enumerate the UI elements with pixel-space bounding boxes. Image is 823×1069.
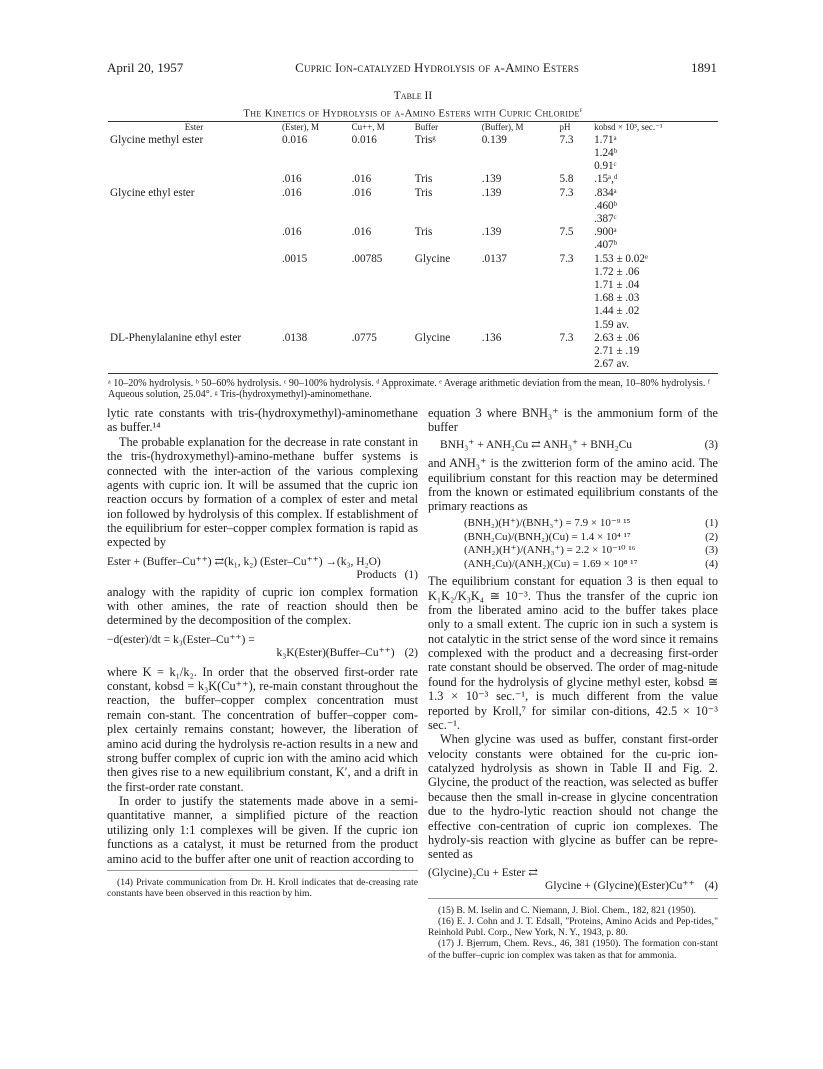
left-paragraph-3: analogy with the rapidity of cupric ion complex formation with other amines, the rate of reaction should then be determined by the decomposition of the complex.: [107, 584, 418, 628]
table-cell: [350, 160, 413, 173]
table-cell: [108, 292, 280, 305]
table-row: [108, 266, 718, 279]
table-row: [108, 345, 718, 358]
table-row: [108, 332, 718, 345]
table-cell: [413, 279, 480, 292]
footnote-14: (14) Private communication from Dr. H. Kroll indicates that de-creasing rate constants have been observed in this reaction by him.: [107, 876, 418, 900]
table-cell: [480, 160, 558, 173]
equation-3: [428, 439, 718, 452]
table-cell: [413, 358, 480, 371]
table-row: [108, 305, 718, 318]
constant-k4-text: (ANH₂Cu)/(ANH₂)(Cu) = 1.69 × 10⁸ ¹⁷: [464, 558, 638, 571]
table-row: [108, 213, 718, 226]
header-date: April 20, 1957: [107, 60, 184, 75]
table-cell: Glycine: [414, 252, 451, 265]
table-cell: [558, 239, 589, 252]
table-cell: Trisᵍ: [414, 133, 436, 146]
table-cell: [413, 160, 480, 173]
footnote-divider-right: [428, 898, 718, 899]
table-cell: Glycine ethyl ester: [110, 186, 195, 199]
equation-2: [107, 634, 418, 661]
table-cell: .407ᵇ: [594, 239, 618, 252]
table-row: [108, 292, 718, 305]
equation-1: [107, 556, 418, 583]
footnote-17: (17) J. Bjerrum, Chem. Revs., 46, 381 (1950). The formation con-stant of the buffer–cupric ion complex was taken as that for ammonia.: [428, 938, 718, 961]
constant-k1-text: (BNH₂)(H⁺)/(BNH₃⁺) = 7.9 × 10⁻⁹ ¹⁵: [464, 516, 631, 529]
table-cell: [280, 305, 350, 318]
equation-3-number: (3): [704, 438, 718, 451]
table-cell: .0138: [282, 331, 308, 344]
table-label: Table II: [393, 90, 433, 102]
table-cell: .0775: [351, 331, 377, 344]
constant-k2-text: (BNH₂Cu)/(BNH₂)(Cu) = 1.4 × 10⁴ ¹⁷: [464, 530, 631, 543]
table-cell: 7.3: [559, 331, 574, 344]
table-cell: [280, 358, 350, 371]
table-cell: [280, 266, 350, 279]
table-cell: .139: [481, 173, 502, 186]
left-column: [107, 406, 418, 900]
constant-k2: [464, 531, 718, 544]
table-cell: 7.5: [559, 226, 574, 239]
table-cell: [558, 279, 589, 292]
table-cell: [480, 292, 558, 305]
constant-k3-text: (ANH₂)(H⁺)/(ANH₃⁺) = 2.2 × 10⁻¹⁰ ¹⁶: [464, 544, 636, 557]
table-cell: .460ᵇ: [594, 199, 618, 212]
table-cell: [350, 305, 413, 318]
table-title: [108, 106, 718, 121]
table-cell: 1.71ᵃ: [594, 133, 617, 146]
table-cell: .136: [481, 331, 502, 344]
table-cell: 2.71 ± .19: [594, 345, 640, 358]
table-row: [108, 239, 718, 252]
table-cell: Tris: [414, 186, 433, 199]
table-cell: 7.3: [559, 186, 574, 199]
table-cell: [480, 358, 558, 371]
table-cell: [108, 239, 280, 252]
table-cell: .00785: [351, 252, 383, 265]
footnote-15: (15) B. M. Iselin and C. Niemann, J. Biol. Chem., 182, 821 (1950).: [438, 904, 696, 916]
table-cell: [108, 266, 280, 279]
table-cell: [558, 358, 589, 371]
table-cell: .016: [351, 226, 372, 239]
table-cell: 1.44 ± .02: [594, 305, 640, 318]
table-cell: .0015: [282, 252, 308, 265]
right-paragraph-1: equation 3 where BNH₃⁺ is the ammonium form of the buffer: [428, 406, 718, 435]
table-cell: [280, 279, 350, 292]
table-cell: 0.016: [282, 133, 308, 146]
table-cell: [108, 147, 280, 160]
table-cell: 0.016: [351, 133, 377, 146]
table-cell: [558, 292, 589, 305]
table-cell: [558, 266, 589, 279]
table-cell: 1.72 ± .06: [594, 265, 640, 278]
table-cell: [413, 319, 480, 332]
header-page-number: 1891: [691, 60, 717, 75]
constant-k3-number: (3): [705, 544, 718, 557]
table-row: [108, 134, 718, 147]
column-header: Buffer: [414, 122, 439, 133]
table-cell: 1.59 av.: [594, 318, 630, 331]
table-cell: [108, 279, 280, 292]
table-cell: [480, 345, 558, 358]
table-cell: [558, 160, 589, 173]
table-cell: [413, 213, 480, 226]
table-cell: 0.91ᶜ: [594, 160, 617, 173]
table-cell: [108, 305, 280, 318]
equation-1-line-2: Products: [356, 569, 397, 582]
equation-4-line-1: (Glycine)₂Cu + Ester ⇄: [428, 866, 538, 879]
constant-k4-number: (4): [705, 558, 718, 571]
table-cell: [108, 200, 280, 213]
table-bottom-rule: [108, 373, 718, 374]
footnote-divider: [107, 870, 418, 871]
equation-2-line-2: k₃K(Ester)(Buffer–Cu⁺⁺): [276, 647, 395, 660]
table-cell: [280, 160, 350, 173]
column-header: Cu++, M: [351, 122, 385, 133]
table-cell: [413, 305, 480, 318]
table-ii: [108, 90, 718, 401]
table-cell: [480, 147, 558, 160]
right-paragraph-3: The equilibrium constant for equation 3 is then equal to K₁K₂/K₃K₄ ≅ 10⁻³. Thus the transfer of the cupric ion from the liberated amino acid to the buffer takes place only to a small extent. The cupric ion in such a system is not catalytic in the strict sense of the word since it remains complexed with the product and a decreasing first-order rate constant should be observed. The order of mag-nitude found for the hydrolysis of glycine methyl ester, kobsd ≅ 1.3 × 10⁻³ sec.⁻¹, is much different from the value reported by Kroll,⁷ for similar con-ditions, 42.5 × 10⁻³ sec.⁻¹.: [428, 574, 718, 732]
table-cell: [350, 266, 413, 279]
table-cell: [280, 345, 350, 358]
table-row: [108, 279, 718, 292]
table-cell: .139: [481, 226, 502, 239]
table-cell: [108, 160, 280, 173]
table-cell: [108, 173, 280, 186]
column-header: (Buffer), M: [481, 122, 524, 133]
equation-2-number: (2): [404, 647, 418, 660]
table-cell: [108, 213, 280, 226]
constant-k3: [464, 544, 718, 557]
equation-4-line-2: Glycine + (Glycine)(Ester)Cu⁺⁺: [545, 880, 695, 893]
table-cell: [413, 266, 480, 279]
table-cell: [480, 239, 558, 252]
table-cell: [350, 200, 413, 213]
table-cell: [558, 200, 589, 213]
footnote-16: (16) E. J. Cohn and J. T. Edsall, "Proteins, Amino Acids and Pep-tides," Reinhold Publ. Corp., New York, N. Y., 1943, p. 80.: [428, 915, 718, 939]
equation-3-text: BNH₃⁺ + ANH₂Cu ⇄ ANH₃⁺ + BNH₂Cu: [440, 438, 632, 451]
table-cell: .0137: [481, 252, 507, 265]
page-header: [107, 60, 717, 75]
equation-1-number: (1): [404, 569, 418, 582]
column-header: kobsd × 10³, sec.⁻¹: [594, 122, 663, 133]
table-row: [108, 173, 718, 186]
table-row: [108, 253, 718, 266]
table-cell: [480, 213, 558, 226]
table-cell: [413, 200, 480, 213]
column-header: (Ester), M: [282, 122, 319, 133]
table-cell: [558, 213, 589, 226]
table-row: [108, 319, 718, 332]
table-cell: [558, 345, 589, 358]
table-cell: 7.3: [559, 133, 574, 146]
table-row: [108, 226, 718, 239]
table-cell: [413, 292, 480, 305]
right-footnotes: [428, 905, 718, 962]
table-cell: 2.63 ± .06: [594, 331, 640, 344]
table-cell: [350, 147, 413, 160]
table-title-mark: f: [579, 104, 583, 114]
equation-4: [428, 867, 718, 894]
equation-1-line-1: Ester + (Buffer–Cu⁺⁺) ⇄(k₁, k₂) (Ester–Cu⁺⁺) →(k₃, H₂O): [107, 555, 381, 568]
table-cell: Glycine: [414, 331, 451, 344]
table-cell: [108, 345, 280, 358]
header-title: Cupric Ion-catalyzed Hydrolysis of α-Amino Esters: [295, 60, 580, 75]
table-header-row: [108, 123, 718, 133]
table-row: [108, 160, 718, 173]
right-paragraph-4: When glycine was used as buffer, constant first-order velocity constants were obtained for the cu-pric ion-catalyzed hydrolysis as shown in Table II and Fig. 2. Glycine, the product of the reaction, was selected as buffer because then the small in-crease in glycine concentration due to the hydro-lytic reaction should not change the effective con-centration of cupric ion complexes. The hydroly-sis reaction with glycine as buffer can be repre-sented as: [428, 732, 718, 862]
left-paragraph-2: The probable explanation for the decrease in rate constant in the tris-(hydroxymethyl)-amino-methane buffer systems is connected with the inter-action of the various complexing agents with cupric ion. It will be assumed that the cupric ion reaction occurs by formation of a complex of ester and metal ion followed by hydrolysis of this complex. If establishment of the equilibrium for ester–copper complex formation is rapid as expected by: [107, 434, 418, 550]
table-cell: .016: [282, 226, 302, 239]
table-cell: [558, 305, 589, 318]
table-cell: [558, 319, 589, 332]
table-cell: [350, 292, 413, 305]
table-cell: 1.53 ± 0.02ᵉ: [594, 252, 648, 265]
table-cell: .016: [282, 186, 302, 199]
table-cell: [480, 305, 558, 318]
table-cell: 1.68 ± .03: [594, 292, 640, 305]
constant-k1-number: (1): [705, 516, 718, 529]
table-cell: [350, 213, 413, 226]
table-cell: 2.67 av.: [594, 358, 630, 371]
table-cell: [280, 147, 350, 160]
equilibrium-constants: [464, 517, 718, 571]
kinetics-table: [108, 123, 718, 371]
table-cell: [108, 319, 280, 332]
table-cell: 0.139: [481, 133, 507, 146]
table-row: [108, 200, 718, 213]
table-cell: [350, 358, 413, 371]
table-cell: [108, 226, 280, 239]
table-row: [108, 187, 718, 200]
constant-k4: [464, 558, 718, 571]
left-paragraph-5: In order to justify the statements made above in a semi-quantitative manner, a simplified picture of the reaction utilizing only 1:1 complexes will be given. If the cupric ion functions as a catalyst, it must be returned from the product amino acid to the buffer after one unit of reaction according to: [107, 794, 418, 866]
equation-4-number: (4): [704, 880, 718, 893]
table-cell: [413, 345, 480, 358]
table-cell: [280, 292, 350, 305]
table-cell: .139: [481, 186, 502, 199]
table-cell: 5.8: [559, 173, 574, 186]
table-cell: [108, 358, 280, 371]
table-cell: .016: [282, 173, 302, 186]
table-cell: 1.71 ± .04: [594, 279, 640, 292]
table-cell: Tris: [414, 173, 433, 186]
equation-2-line-1: −d(ester)/dt = k₃(Ester–Cu⁺⁺) =: [107, 633, 255, 646]
table-cell: [413, 147, 480, 160]
table-cell: .016: [351, 173, 372, 186]
table-cell: [280, 200, 350, 213]
table-cell: [350, 239, 413, 252]
table-cell: [350, 319, 413, 332]
table-cell: [280, 239, 350, 252]
left-paragraph-1: lytic rate constants with tris-(hydroxymethyl)-aminomethane as buffer.¹⁴: [107, 406, 418, 435]
column-header: pH: [559, 122, 571, 133]
table-cell: [350, 345, 413, 358]
table-cell: [108, 253, 280, 266]
table-title-text: The Kinetics of Hydrolysis of α-Amino Esters with Cupric Chloride: [243, 107, 580, 120]
table-cell: Glycine methyl ester: [110, 133, 204, 146]
table-cell: .834ᵃ: [594, 186, 617, 199]
constant-k1: [464, 517, 718, 530]
table-cell: 7.3: [559, 252, 574, 265]
table-cell: 1.24ᵇ: [594, 146, 618, 159]
table-body: [108, 134, 718, 372]
table-cell: [558, 147, 589, 160]
right-column: [428, 406, 718, 961]
column-header: Ester: [184, 122, 204, 133]
table-cell: [280, 213, 350, 226]
table-cell: [350, 279, 413, 292]
constant-k2-number: (2): [705, 530, 718, 543]
table-cell: [413, 239, 480, 252]
table-cell: .016: [351, 186, 372, 199]
table-row: [108, 147, 718, 160]
left-footnotes: [107, 877, 418, 900]
table-cell: [480, 279, 558, 292]
table-cell: Tris: [414, 226, 433, 239]
table-cell: .15ᵃ,ᵈ: [594, 173, 618, 186]
left-paragraph-4: where K = k₁/k₂. In order that the observed first-order rate constant, kobsd = k₃K(Cu⁺⁺), re-main constant throughout the reaction, the buffer–copper complex concentration must remain con-stant. The concentration of buffer–copper com-plex certainly remains constant; however, the liberation of amino acid during the hydrolysis re-action results in a new and strong buffer complex of cupric ion with the amino acid which then gives rise to a new equilibrium constant, K′, and a drift in the first-order rate constant.: [107, 664, 418, 794]
table-footnotes: ᵃ 10–20% hydrolysis. ᵇ 50–60% hydrolysis. ᶜ 90–100% hydrolysis. ᵈ Approximate. ᵉ Average arithmetic deviation from the mean, 10–80% hydrolysis. ᶠ Aqueous solution, 25.04°. ᵍ Tris-(hydroxymethyl)-aminomethane.: [108, 377, 710, 401]
table-cell: [480, 266, 558, 279]
table-cell: .387ᶜ: [594, 212, 617, 225]
table-cell: [480, 200, 558, 213]
table-cell: [280, 319, 350, 332]
table-row: [108, 358, 718, 371]
table-cell: DL-Phenylalanine ethyl ester: [110, 331, 242, 344]
table-cell: [480, 319, 558, 332]
right-paragraph-2: and ANH₃⁺ is the zwitterion form of the amino acid. The equilibrium constant for this reaction may be determined from the known or estimated equilibrium constants of the primary reactions as: [428, 456, 718, 514]
table-cell: .900ᵃ: [594, 226, 617, 239]
